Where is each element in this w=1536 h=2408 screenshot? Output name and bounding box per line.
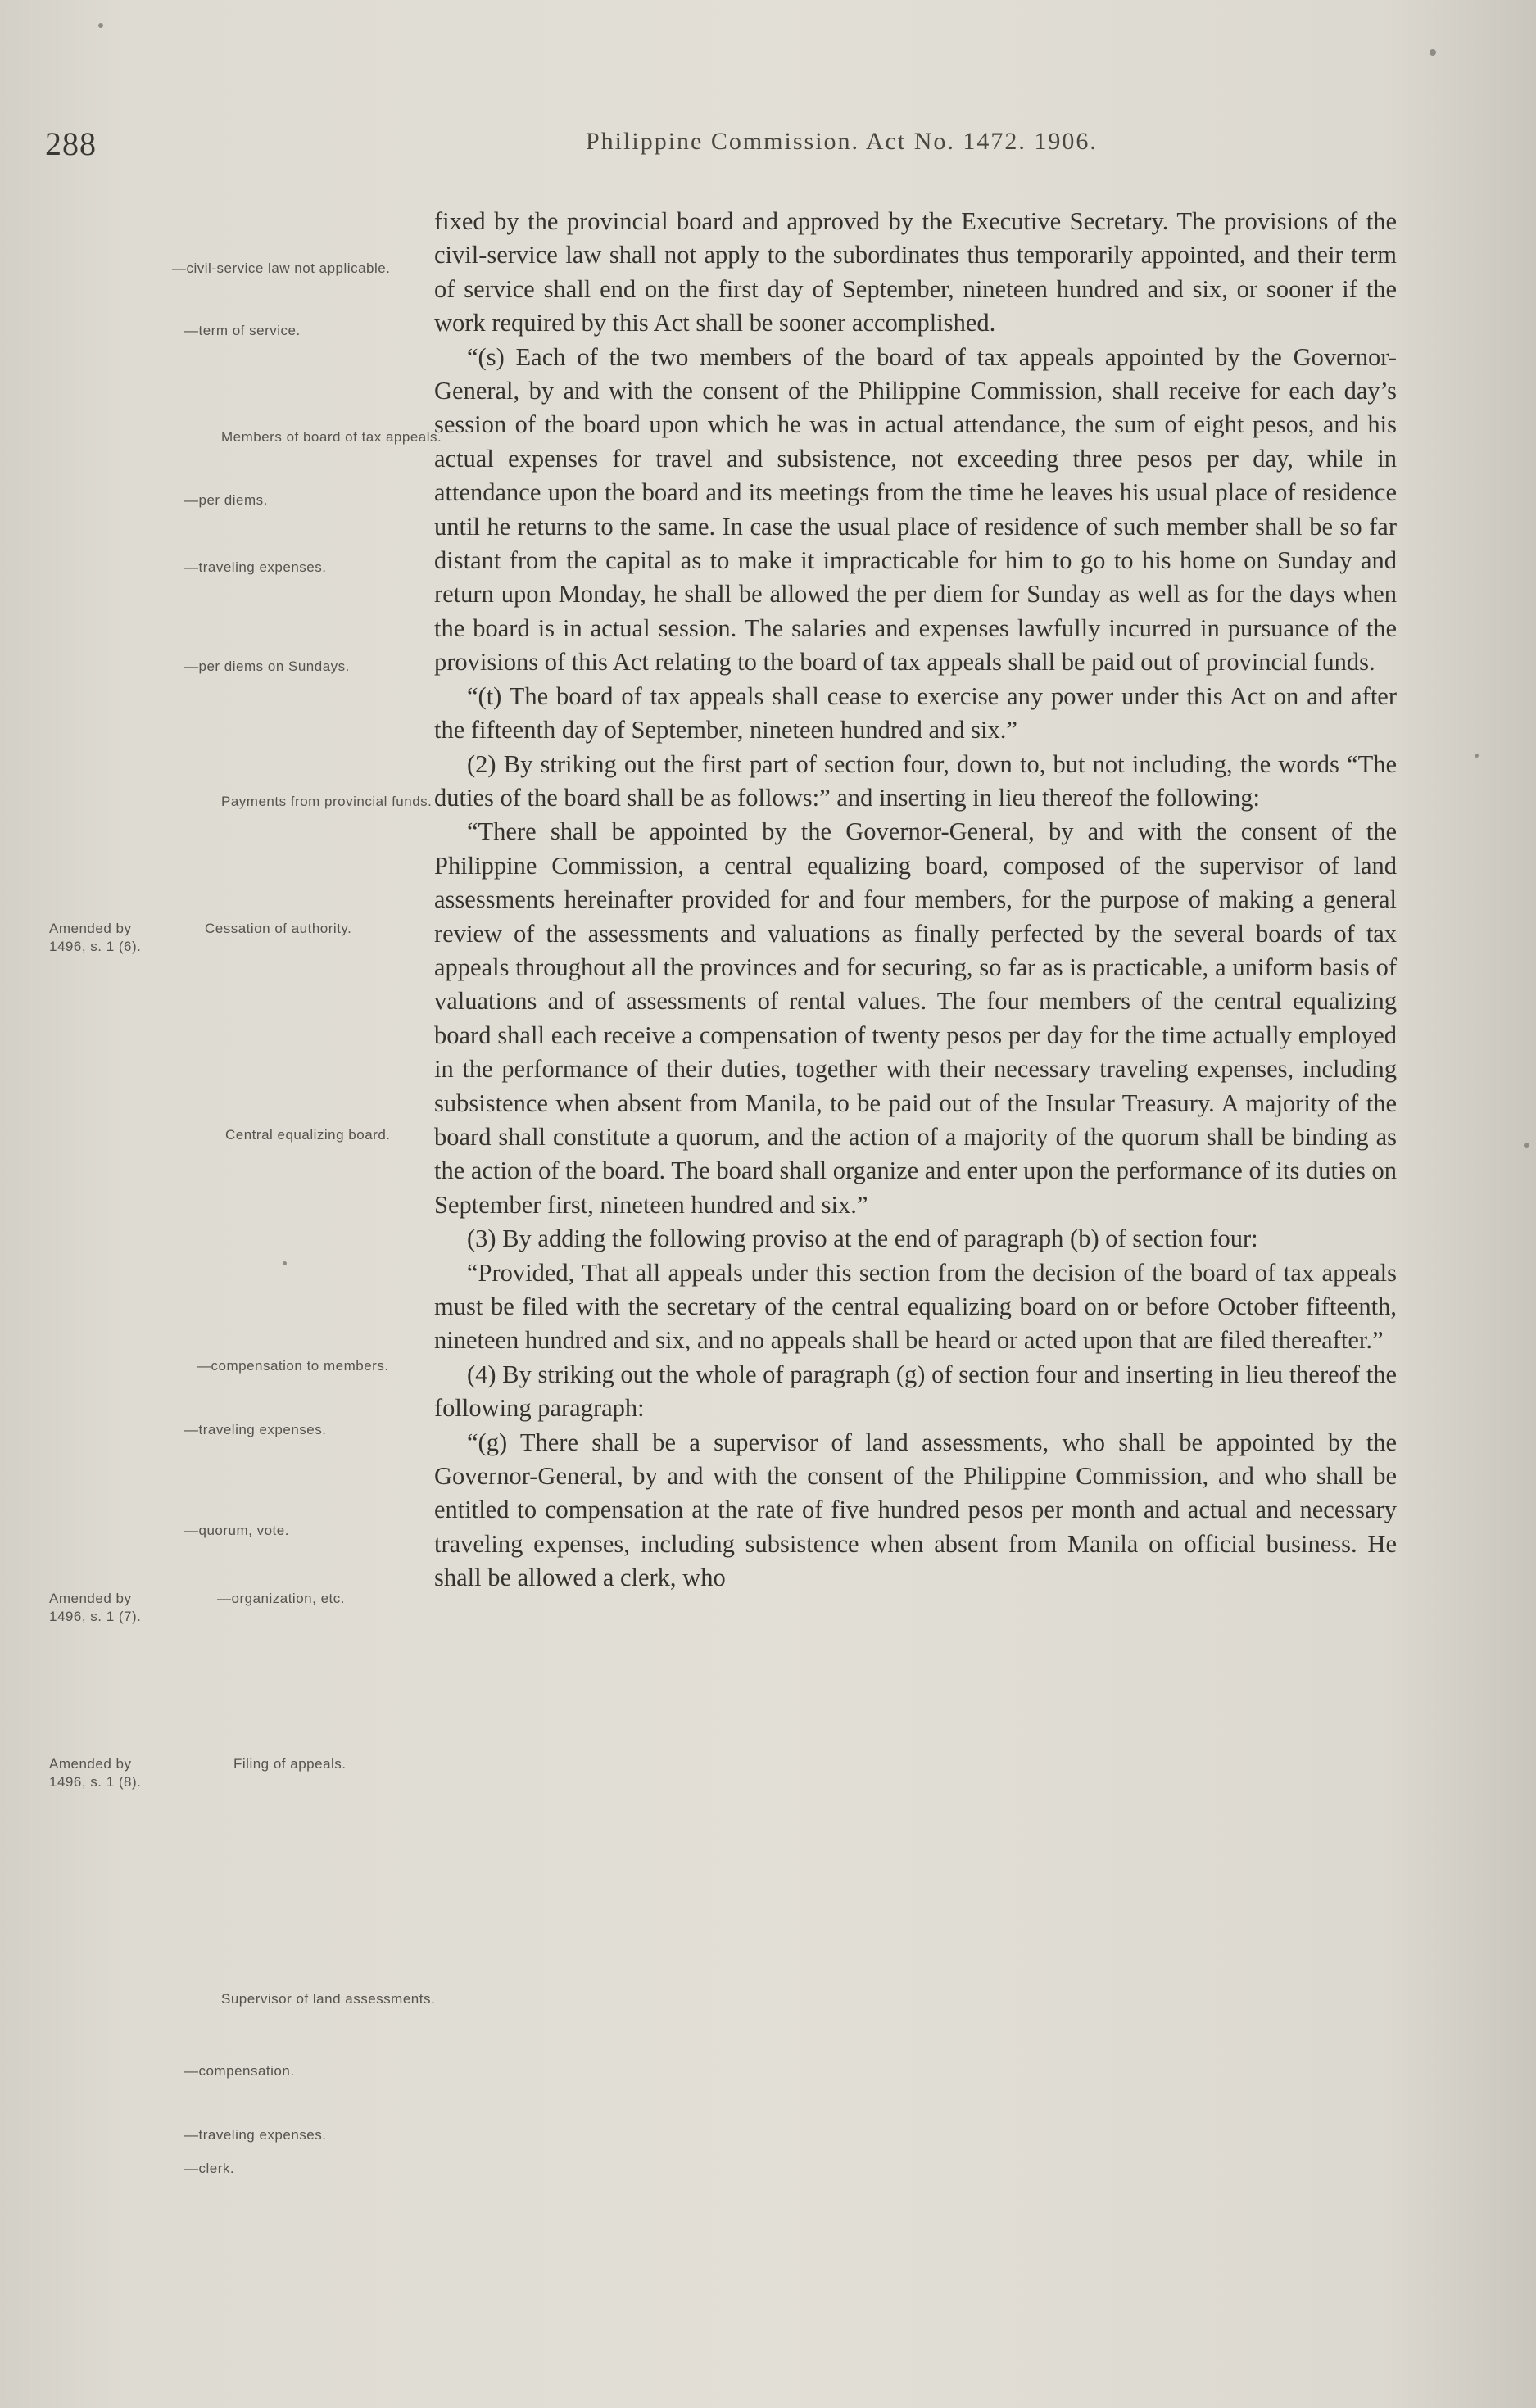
scan-speck xyxy=(1430,49,1436,56)
margin-note: Cessation of authority. xyxy=(205,921,352,936)
paragraph: “There shall be appointed by the Governor-General, by and with the consent of the Philippine Commission, a central equalizing board, composed of the supervisor of land assessments hereinafter provided for and four members, for the purpose of making a general review of the assessments and valuations as finally perfected by the several boards of tax appeals throughout all the provinces and for securing, so far as is practicable, a uniform basis of valuations and of assessments of rental values. The four members of the central equalizing board shall each receive a compensation of twenty pesos per day for the time actually employed in the performance of their duties, together with their necessary traveling expenses, including subsistence when absent from Manila, to be paid out of the Insular Treasury. A majority of the board shall constitute a quorum, and the action of a majority of the quorum shall be binding as the action of the board. The board shall organize and enter upon the performance of its duties on September first, nineteen hundred and six.” xyxy=(434,817,1397,1219)
page-number: 288 xyxy=(45,125,97,162)
running-head: Philippine Commission. Act No. 1472. 1906. xyxy=(586,128,1098,155)
body-text xyxy=(434,205,1397,1596)
margin-note: Filing of appeals. xyxy=(233,1756,347,1772)
paragraph: fixed by the provincial board and approved by the Executive Secretary. The provisions of the civil-service law shall not apply to the subordinates thus temporarily appointed, and their term of service shall end on the first day of September, nineteen hundred and six, or sooner if the work required by this Act shall be sooner accomplished. xyxy=(434,207,1397,337)
margin-note: Central equalizing board. xyxy=(225,1127,391,1143)
scan-speck xyxy=(1524,1143,1529,1148)
scan-speck xyxy=(1475,754,1479,758)
margin-note: —quorum, vote. xyxy=(184,1523,289,1538)
paragraph: (2) By striking out the first part of section four, down to, but not including, the words “The duties of the board shall be as follows:” and inserting in lieu thereof the following: xyxy=(434,749,1397,812)
margin-note: —per diems on Sundays. xyxy=(184,659,350,674)
margin-note: —traveling expenses. xyxy=(184,2127,327,2143)
amendment-note: Amended by 1496, s. 1 (8). xyxy=(49,1756,142,1790)
paragraph: (4) By striking out the whole of paragraph (g) of section four and inserting in lieu thereof the following paragraph: xyxy=(434,1360,1397,1423)
paragraph: (3) By adding the following proviso at the end of paragraph (b) of section four: xyxy=(467,1224,1258,1253)
margin-note: —organization, etc. xyxy=(217,1591,345,1606)
amendment-note: Amended by 1496, s. 1 (7). xyxy=(49,1591,142,1624)
scan-speck xyxy=(283,1261,287,1265)
margin-note: —clerk. xyxy=(184,2161,235,2176)
amendment-note: Amended by 1496, s. 1 (6). xyxy=(49,921,142,954)
paragraph: “(g) There shall be a supervisor of land assessments, who shall be appointed by the Governor-General, by and with the consent of the Philippine Commission, and who shall be entitled to compensation at the rate of five hundred pesos per month and actual and necessary traveling expenses, including subsistence when absent from Manila on official business. He shall be allowed a clerk, who xyxy=(434,1428,1397,1592)
margin-note: —compensation. xyxy=(184,2063,295,2079)
margin-note: Supervisor of land assessments. xyxy=(221,1991,436,2007)
paragraph: “(t) The board of tax appeals shall cease to exercise any power under this Act on and after the fifteenth day of September, nineteen hundred and six.” xyxy=(434,681,1397,745)
margin-note: —per diems. xyxy=(184,492,268,508)
margin-note: —term of service. xyxy=(184,323,301,338)
margin-note: —civil-service law not applicable. xyxy=(172,260,391,276)
paragraph: “Provided, That all appeals under this section from the decision of the board of tax appeals must be filed with the secretary of the central equalizing board on or before October fifteenth, nineteen hundred and six, and no appeals shall be heard or acted upon that are filed thereafter.” xyxy=(434,1258,1397,1355)
margin-notes xyxy=(49,0,442,2408)
scan-speck xyxy=(98,23,103,28)
margin-note: Payments from provincial funds. xyxy=(221,794,433,809)
margin-note: Members of board of tax appeals. xyxy=(221,429,442,445)
margin-note: —traveling expenses. xyxy=(184,1422,327,1437)
paragraph: “(s) Each of the two members of the board of tax appeals appointed by the Governor-General, by and with the consent of the Philippine Commission, shall receive for each day’s session of the board upon which he was in actual attendance, the sum of eight pesos, and his actual expenses for travel and subsistence, not exceeding three pesos per day, while in attendance upon the board and its meetings from the time he leaves his usual place of residence until he returns to the same. In case the usual place of residence of such member shall be so far distant from the capital as to make it impracticable for him to go to his home on Sunday and return upon Monday, he shall be allowed the per diem for Sunday as well as for the days when the board is in actual session. The salaries and expenses lawfully incurred in pursuance of the provisions of this Act relating to the board of tax appeals shall be paid out of provincial funds. xyxy=(434,342,1397,677)
margin-note: —compensation to members. xyxy=(197,1358,389,1374)
margin-note: —traveling expenses. xyxy=(184,559,327,575)
